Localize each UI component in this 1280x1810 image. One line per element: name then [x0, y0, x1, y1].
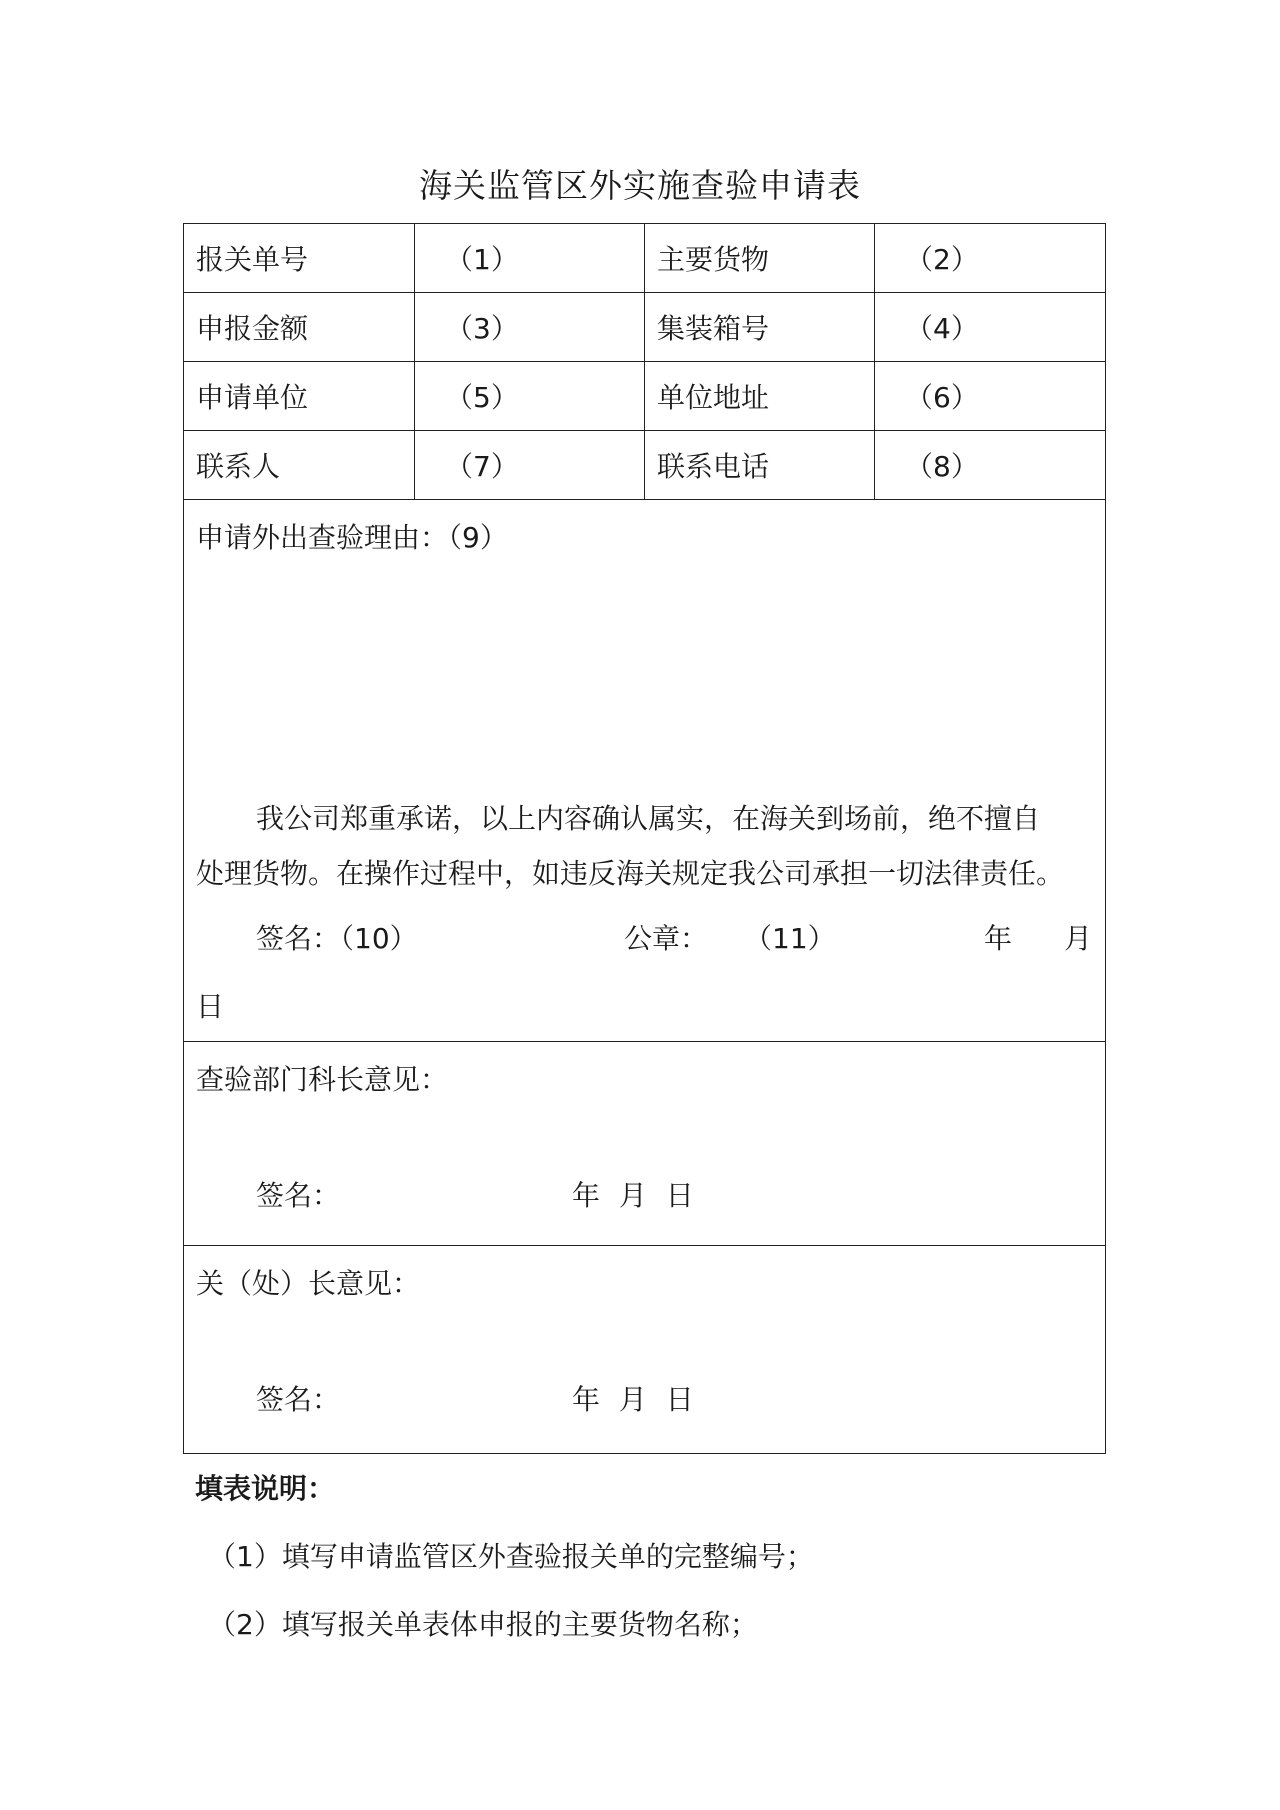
- field-value: （7）: [415, 431, 645, 500]
- field-label: 集装箱号: [645, 293, 875, 362]
- field-value: （4）: [875, 293, 1106, 362]
- table-row: [184, 293, 1106, 362]
- field-label: 联系电话: [645, 431, 875, 500]
- director-cell: [184, 1246, 1106, 1454]
- seal-value: （11）: [744, 922, 836, 955]
- month-label: 月: [1064, 922, 1093, 955]
- field-label: 联系人: [184, 431, 415, 500]
- field-label: 主要货物: [645, 224, 875, 293]
- section-chief-opinion-label: 查验部门科长意见：: [196, 1063, 449, 1096]
- year-label: 年: [984, 922, 1013, 955]
- table-row: [184, 431, 1106, 500]
- note-item: （2）填写报关单表体申报的主要货物名称；: [208, 1608, 758, 1641]
- director-row: [184, 1246, 1106, 1454]
- seal-label: 公章：: [624, 922, 709, 955]
- director-opinion-label: 关（处）长意见：: [196, 1267, 421, 1300]
- reason-row: [184, 500, 1106, 1042]
- field-value: （6）: [875, 362, 1106, 431]
- field-label: 单位地址: [645, 362, 875, 431]
- section-chief-signature-label: 签名：: [256, 1179, 341, 1212]
- day-label: 日: [196, 990, 225, 1023]
- notes-title: 填表说明：: [195, 1472, 336, 1505]
- field-value: （5）: [415, 362, 645, 431]
- section-chief-row: [184, 1042, 1106, 1246]
- field-label: 申请单位: [184, 362, 415, 431]
- table-row: [184, 362, 1106, 431]
- director-signature-label: 签名：: [256, 1383, 341, 1416]
- section-chief-date: 年 月 日: [572, 1179, 694, 1212]
- note-item: （1）填写申请监管区外查验报关单的完整编号；: [208, 1540, 814, 1573]
- applicant-signature-label: 签名：（10）: [256, 922, 418, 955]
- field-value: （8）: [875, 431, 1106, 500]
- reason-cell: [184, 500, 1106, 1042]
- table-row: [184, 224, 1106, 293]
- pledge-text-line2: 处理货物。在操作过程中，如违反海关规定我公司承担一切法律责任。: [196, 857, 1065, 890]
- field-label: 报关单号: [184, 224, 415, 293]
- pledge-text-line1: 我公司郑重承诺，以上内容确认属实，在海关到场前，绝不擅自: [256, 802, 1041, 835]
- form-title: 海关监管区外实施查验申请表: [419, 166, 861, 205]
- field-value: （2）: [875, 224, 1106, 293]
- application-form-table: [183, 223, 1106, 1454]
- field-value: （1）: [415, 224, 645, 293]
- field-label: 申报金额: [184, 293, 415, 362]
- director-date: 年 月 日: [572, 1383, 694, 1416]
- reason-label: 申请外出查验理由：（9）: [196, 521, 508, 554]
- field-value: （3）: [415, 293, 645, 362]
- section-chief-cell: [184, 1042, 1106, 1246]
